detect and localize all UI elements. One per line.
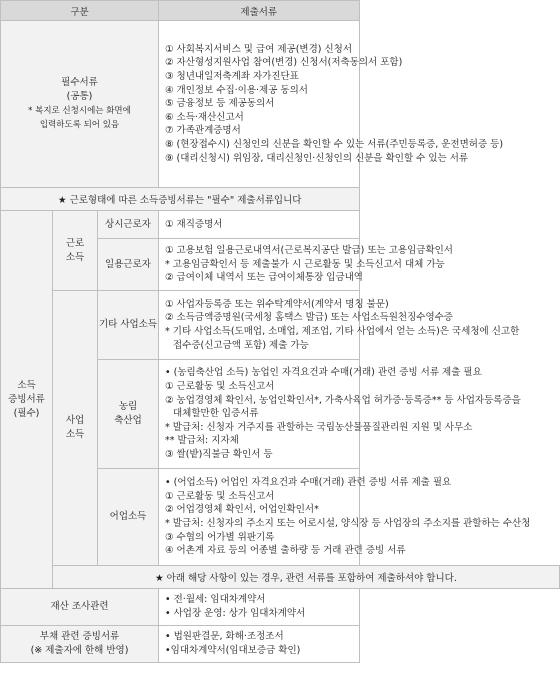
income-title-3: (필수)	[13, 407, 40, 419]
list-item: ② 농업경영체 확인서, 농업인확인서*, 가축사육업 허가증·등록증** 등 사업자등록증을	[165, 394, 521, 406]
list-item: ① 사회복지서비스 및 급여 제공(변경) 신청서	[165, 43, 353, 55]
regular-worker-content	[159, 211, 360, 239]
income-title-2: 증빙서류	[8, 393, 45, 405]
income-banner: ★ 근로형태에 따른 소득증빙서류는 "필수" 제출서류입니다	[1, 188, 360, 211]
list-item: ② 어업경영체 확인서, 어업인확인서*	[165, 504, 319, 516]
header-category: 구분	[1, 1, 159, 21]
banner-row	[1, 566, 560, 589]
optional-banner: ★ 아래 해당 사항이 있는 경우, 관련 서류를 포함하여 제출하셔야 합니다.	[53, 566, 560, 589]
list-item: •임대차계약서(임대보증금 확인)	[165, 645, 301, 656]
list-item: ① 근로활동 및 소득신고서	[165, 381, 275, 393]
list-item: ⑨ (대리신청시) 위임장, 대리신청인·신청인의 신분을 확인할 수 있는 서류	[165, 152, 469, 164]
income-title-1: 소득	[17, 379, 36, 391]
work-title-2: 소득	[65, 251, 85, 263]
list-item: ① 사업자등록증 또는 위수탁계약서(계약서 명칭 불문)	[165, 298, 389, 310]
agri-label-2: 축산업	[114, 415, 142, 426]
work-income-label	[53, 211, 98, 291]
required-row	[1, 21, 560, 188]
list-item: ⑦ 가족관계증명서	[165, 125, 241, 137]
daily-worker-content	[159, 239, 453, 291]
list-item: 대체할만한 입증서류	[173, 408, 259, 420]
debt-content	[159, 626, 360, 663]
list-item: ① 고용보험 일용근로내역서(근로복지공단 발급) 또는 고용임금확인서	[165, 245, 453, 257]
fish-label: 어업소득	[98, 469, 159, 566]
agri-label	[98, 360, 159, 469]
debt-row	[1, 626, 560, 663]
required-subtitle: (공통)	[66, 91, 93, 102]
list-item: ③ 수협의 어가별 위판기록	[165, 531, 275, 543]
debt-label-1: 부채 관련 증빙서류	[39, 631, 120, 642]
required-content	[159, 21, 504, 188]
other-business-label: 기타 사업소득	[98, 291, 159, 360]
list-item: ② 급여이체 내역서 또는 급여이체통장 입금내역	[165, 272, 363, 284]
list-item: ② 자산형성지원사업 참여(변경) 신청서(저축동의서 포함)	[165, 57, 403, 69]
list-item: • 사업장 운영: 상가 임대차계약서	[165, 608, 306, 619]
banner-row	[1, 188, 560, 211]
list-item: ⑧ (현장접수시) 신청인의 신분을 확인할 수 있는 서류(주민등록증, 운전면허증 등)	[165, 138, 504, 150]
list-item: ④ 개인정보 수집·이용·제공 동의서	[165, 84, 308, 96]
list-item: ③ 쌀(밭)직불금 확인서 등	[165, 448, 273, 460]
business-title-1: 사업	[65, 415, 85, 426]
list-item: ① 근로활동 및 소득신고서	[165, 490, 275, 502]
regular-worker-row	[1, 211, 560, 239]
required-label	[1, 21, 159, 188]
list-item: • 전·월세: 임대차계약서	[165, 594, 266, 606]
list-item: * 고용임금확인서 등 제출불가 시 근로활동 및 소득신고서 대체 가능	[165, 258, 445, 270]
list-item: • 법원판결문, 화해·조정조서	[165, 631, 284, 643]
fish-content	[159, 469, 531, 566]
list-item: ① 재직증명서	[165, 218, 223, 230]
list-item: ⑥ 소득·재산신고서	[165, 111, 244, 123]
income-proof-label	[1, 211, 53, 589]
list-item: ② 소득금액증명원(국세청 홈택스 발급) 또는 사업소득원천징수영수증	[165, 312, 453, 324]
required-note-1: * 복지로 신청시에는 화면에	[28, 106, 131, 116]
list-item: ④ 어촌계 자료 등의 어종별 출하량 등 거래 관련 증빙 서류	[165, 545, 406, 557]
required-note-2: 입력하도록 되어 있음	[39, 120, 120, 130]
list-item: * 발급처: 신청자 거주지를 관할하는 국립농산물품질관리원 지원 및 사무소	[165, 421, 473, 433]
agri-label-1: 농림	[118, 401, 138, 412]
list-item: * 발급처: 신청자의 주소지 또는 어로시설, 양식장 등 사업장의 주소지를 관할하는 수산청	[165, 518, 531, 529]
list-item: • (농림축산업 소득) 농업인 자격요건과 수매(거래) 관련 증빙 서류 제출 필요	[165, 367, 482, 379]
debt-label	[1, 626, 159, 663]
list-item: • (어업소득) 어업인 자격요건과 수매(거래) 관련 증빙 서류 제출 필요	[165, 477, 452, 489]
debt-label-2: (※ 제출자에 한해 반영)	[30, 645, 129, 656]
header-documents: 제출서류	[159, 1, 360, 21]
list-item: * 기타 사업소득(도매업, 소매업, 제조업, 기타 사업에서 얻는 소득)은 국세청에 신고한	[165, 326, 520, 337]
business-income-label	[53, 291, 98, 566]
list-item: 접수증(신고금액 포함) 제출 가능	[173, 339, 309, 351]
other-business-row	[1, 291, 560, 360]
list-item: ③ 청년내일저축계좌 자가진단표	[165, 71, 299, 83]
other-business-content	[159, 291, 520, 360]
property-row	[1, 589, 560, 626]
regular-worker-label: 상시근로자	[98, 211, 159, 239]
business-title-2: 소득	[65, 429, 85, 440]
list-item: ⑤ 금융정보 등 제공동의서	[165, 98, 275, 110]
property-label: 재산 조사관련	[1, 589, 159, 626]
list-item: ** 발급처: 지자체	[165, 435, 239, 447]
required-title: 필수서류	[61, 77, 98, 88]
property-content	[159, 589, 360, 626]
agri-content	[159, 360, 521, 469]
header-row	[1, 1, 560, 21]
work-title-1: 근로	[65, 237, 85, 249]
daily-worker-label: 일용근로자	[98, 239, 159, 291]
